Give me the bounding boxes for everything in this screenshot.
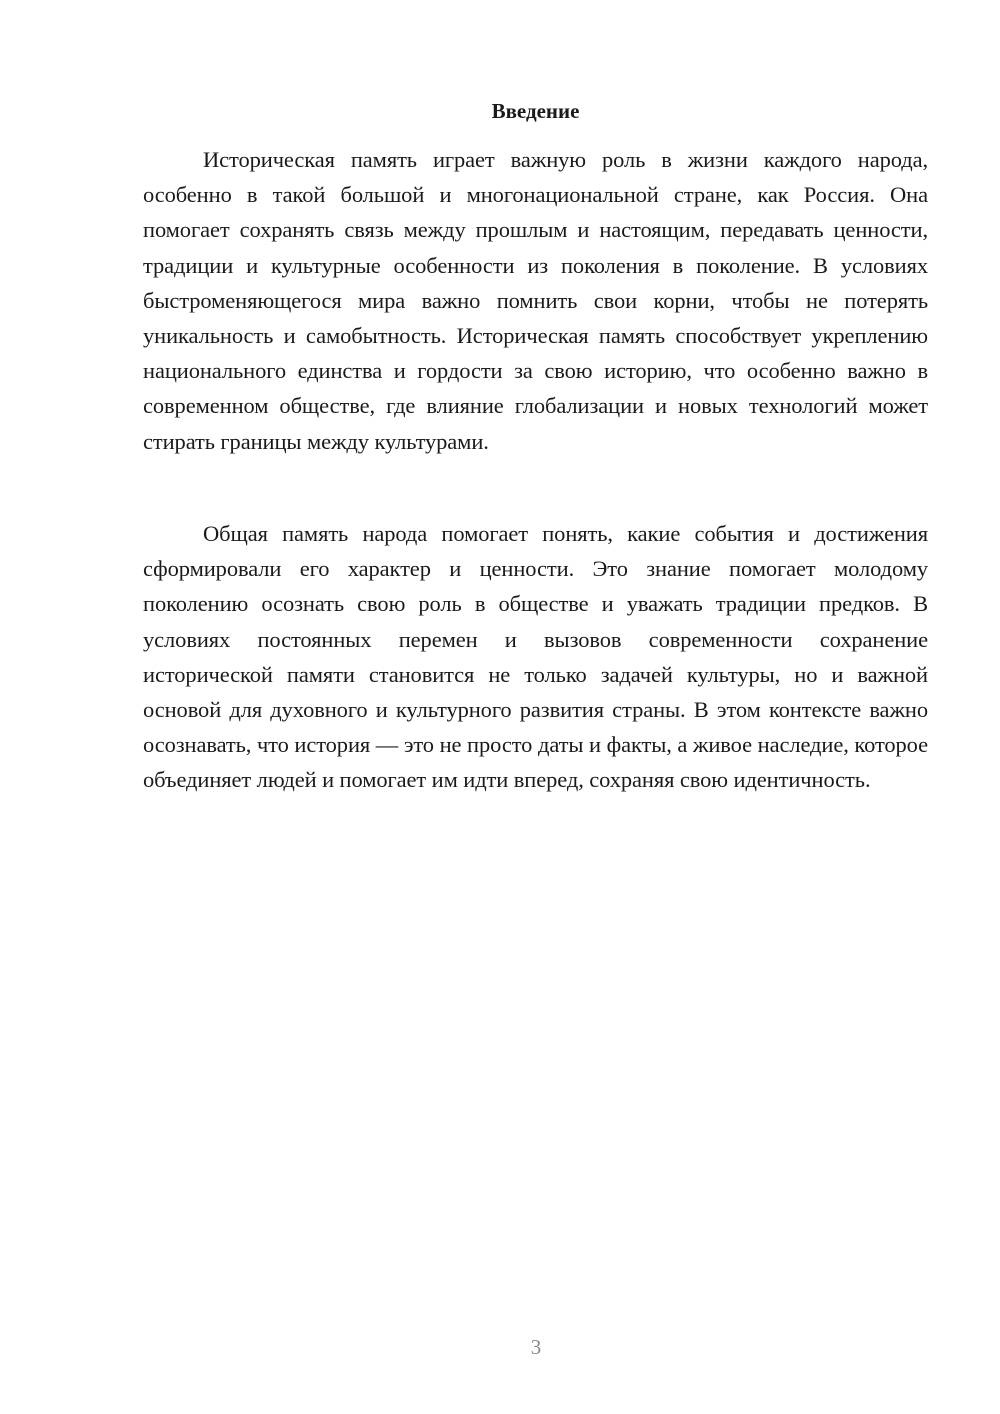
paragraph-1: Историческая память играет важную роль в жизни каждого народа, особенно в такой большой и многонациональной стране, как Россия. Она помогает сохранять связь между прошлым и настоящим, передавать ценности, традиции и культурные особенности из поколения в поколение. В условиях быстроменяющегося мира важно помнить свои корни, чтобы не потерять уникальность и самобытность. Историческая память способствует укреплению национального единства и гордости за свою историю, что особенно важно в современном обществе, где влияние глобализации и новых технологий может стирать границы между культурами. [143, 147, 928, 454]
page-number: 3 [530, 1335, 542, 1359]
paragraph-2: Общая память народа помогает понять, какие события и достижения сформировали его характер и ценности. Это знание помогает молодому поколению осознать свою роль в обществе и уважать традиции предков. В условиях постоянных перемен и вызовов современности сохранение исторической памяти становится не только задачей культуры, но и важной основой для духовного и культурного развития страны. В этом контексте важно осознавать, что история — это не просто даты и факты, а живое наследие, которое объединяет людей и помогает им идти вперед, сохраняя свою идентичность. [143, 521, 928, 793]
section-heading: Введение [491, 99, 580, 123]
